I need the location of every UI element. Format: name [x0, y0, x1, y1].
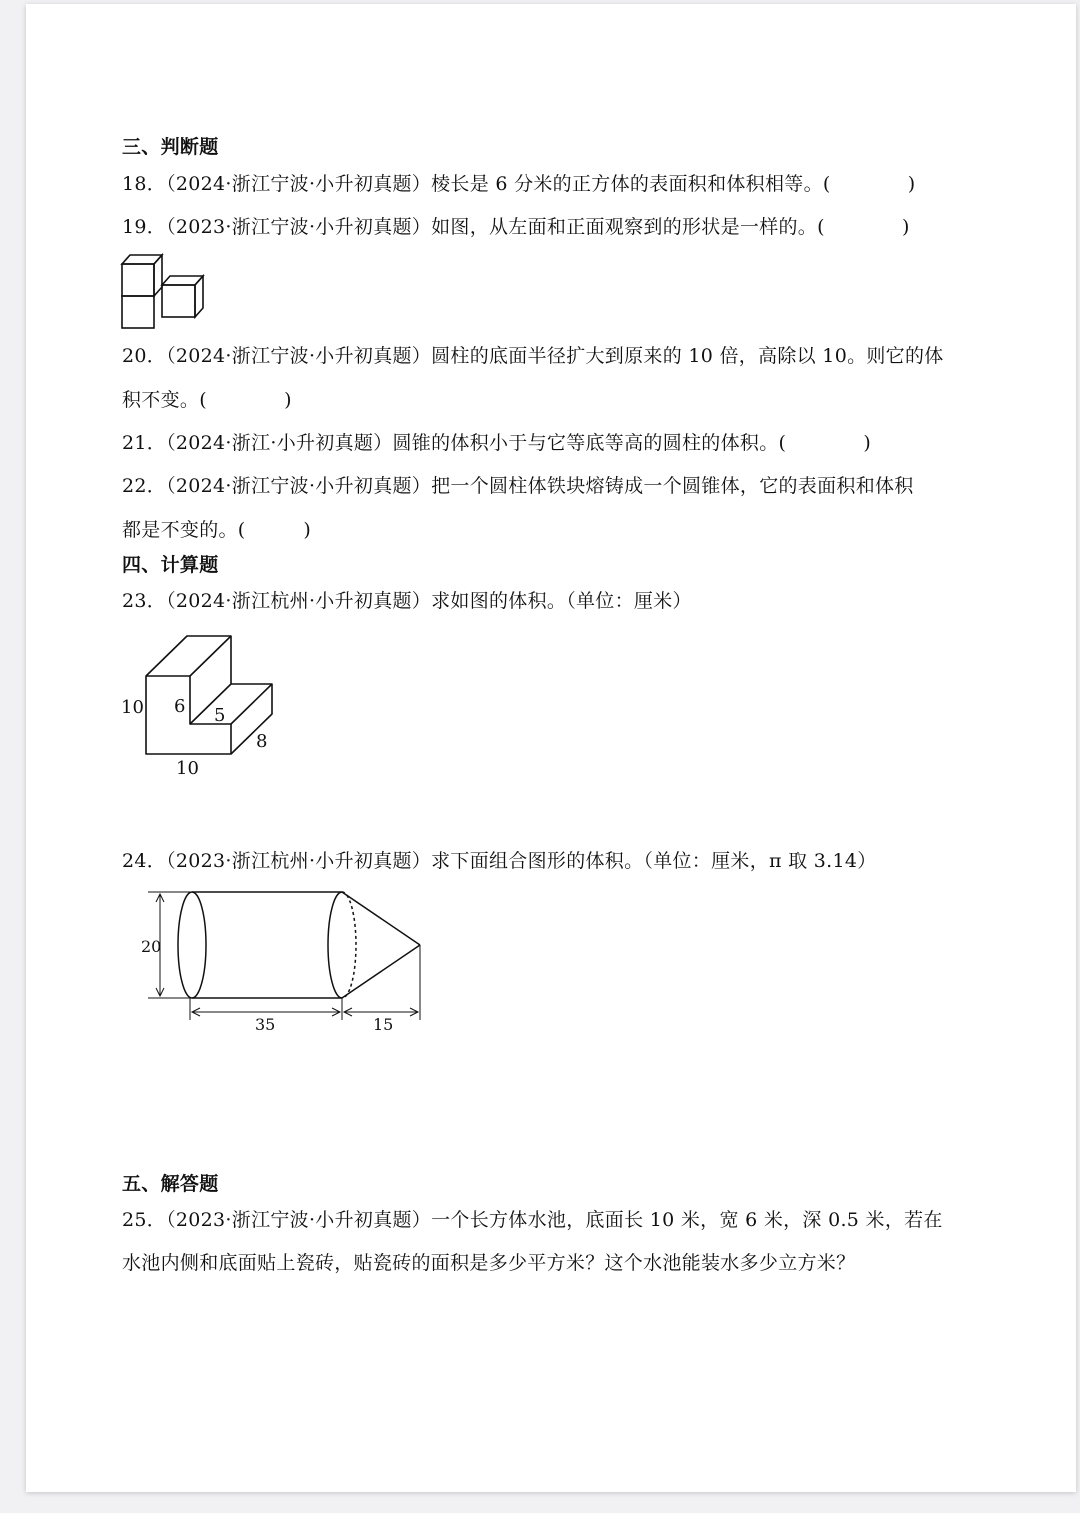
question-23: 23．（2024·浙江杭州·小升初真题）求如图的体积。（单位：厘米） — [122, 590, 692, 612]
question-22-line2: 都是不变的。( ) — [122, 519, 312, 541]
question-25-line2: 水池内侧和底面贴上瓷砖，贴瓷砖的面积是多少平方米？这个水池能装水多少立方米？ — [122, 1252, 856, 1274]
figure-24-label-cylinder-length: 35 — [255, 1015, 276, 1034]
question-25-line1: 25．（2023·浙江宁波·小升初真题）一个长方体水池，底面长 10 米，宽 6 米，深 0.5 米，若在 — [122, 1209, 943, 1231]
question-24: 24．（2023·浙江杭州·小升初真题）求下面组合图形的体积。（单位：厘米，π 取 3.14） — [122, 850, 877, 872]
question-20-line2: 积不变。( ) — [122, 389, 292, 411]
figure-23-label-step-depth: 5 — [214, 705, 226, 726]
figure-23-label-depth: 8 — [256, 731, 268, 752]
question-20-line1: 20．（2024·浙江宁波·小升初真题）圆柱的底面半径扩大到原来的 10 倍，高除以 10。则它的体 — [122, 345, 944, 367]
question-18: 18．（2024·浙江宁波·小升初真题）棱长是 6 分米的正方体的表面积和体积相等。( ) — [122, 173, 916, 195]
question-22-line1: 22．（2024·浙江宁波·小升初真题）把一个圆柱体铁块熔铸成一个圆锥体，它的表面积和体积 — [122, 475, 914, 497]
figure-23-label-width: 10 — [176, 758, 199, 779]
section-heading-calc: 四、计算题 — [122, 554, 219, 576]
figure-19-cubes — [118, 250, 210, 332]
figure-23-label-step-height: 6 — [174, 696, 186, 717]
figure-23-step-solid — [115, 628, 295, 784]
figure-24-label-cone-length: 15 — [373, 1015, 394, 1034]
figure-23-label-height: 10 — [121, 697, 144, 718]
question-19: 19．（2023·浙江宁波·小升初真题）如图，从左面和正面观察到的形状是一样的。( ) — [122, 216, 910, 238]
question-21: 21．（2024·浙江·小升初真题）圆锥的体积小于与它等底等高的圆柱的体积。( ) — [122, 432, 872, 454]
figure-24-cylinder-cone — [130, 884, 430, 1036]
figure-24-label-diameter: 20 — [141, 937, 162, 956]
section-heading-answer: 五、解答题 — [122, 1173, 219, 1195]
section-heading-judge: 三、判断题 — [122, 136, 219, 158]
